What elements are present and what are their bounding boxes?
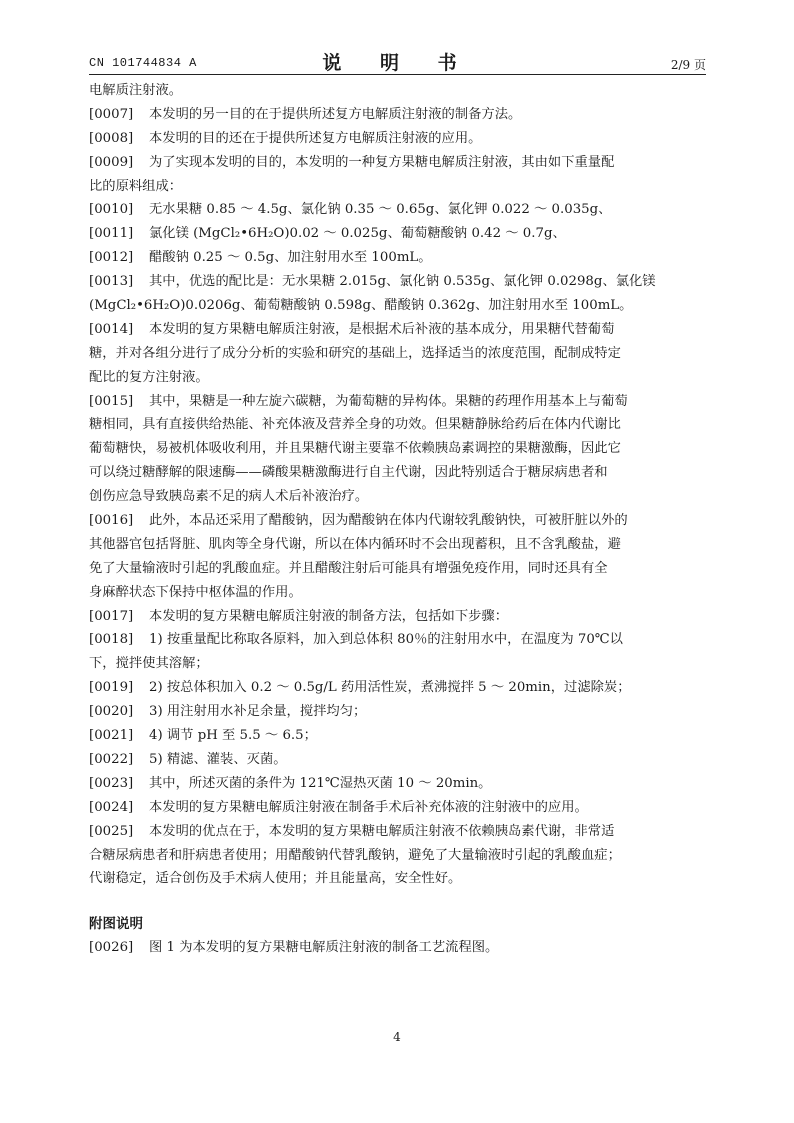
text-line	[89, 533, 706, 557]
paragraph-text: 创伤应急导致胰岛素不足的病人术后补液治疗。	[89, 489, 369, 505]
text-line	[89, 748, 706, 772]
text-line	[89, 270, 706, 294]
paragraph-list	[89, 79, 706, 891]
paragraph-number: [0009]	[89, 154, 134, 170]
paragraph-text: 身麻醉状态下保持中枢体温的作用。	[89, 584, 302, 600]
text-line	[89, 772, 706, 796]
paragraph-text: 本发明的另一目的在于提供所述复方电解质注射液的制备方法。	[149, 106, 522, 122]
text-line	[89, 246, 706, 270]
paragraph-number: [0015]	[89, 393, 134, 409]
text-line	[89, 103, 706, 127]
document-title: 说 明 书	[322, 52, 473, 74]
paragraph-number: [0013]	[89, 274, 134, 290]
paragraph-text: 5) 精滤、灌装、灭菌。	[149, 751, 287, 767]
paragraph-text: 此外，本品还采用了醋酸钠，因为醋酸钠在体内代谢较乳酸钠快，可被肝脏以外的	[149, 513, 628, 529]
paragraph-text: 氯化镁 (MgCl₂•6H₂O)0.02 ～ 0.025g、葡萄糖酸钠 0.42 ～ 0.7g、	[149, 226, 566, 242]
text-line	[89, 318, 706, 342]
paragraph-text: 电解质注射液。	[89, 83, 183, 98]
paragraph-text: 为了实现本发明的目的，本发明的一种复方果糖电解质注射液，其由如下重量配	[149, 154, 615, 170]
paragraph-text: 其中，优选的配比是：无水果糖 2.015g、氯化钠 0.535g、氯化钾 0.0298g、氯化镁	[149, 274, 656, 290]
text-line	[89, 222, 706, 246]
text-line	[89, 175, 706, 199]
paragraph-text: 本发明的复方果糖电解质注射液，是根据术后补液的基本成分，用果糖代替葡萄	[149, 321, 615, 337]
paragraph-number: [0008]	[89, 130, 134, 146]
paragraph-number: [0010]	[89, 202, 134, 218]
paragraph-number: [0020]	[89, 704, 134, 720]
paragraph-number: [0021]	[89, 728, 134, 744]
text-line	[89, 294, 706, 318]
text-line	[89, 79, 706, 103]
text-line	[89, 509, 706, 533]
paragraph-number: [0014]	[89, 321, 134, 337]
paragraph-text: 下，搅拌使其溶解；	[89, 656, 209, 672]
text-line	[89, 724, 706, 748]
text-line	[89, 342, 706, 366]
text-line	[89, 700, 706, 724]
text-line	[89, 652, 706, 676]
paragraph-text: 葡萄糖快，易被机体吸收利用，并且果糖代谢主要靠不依赖胰岛素调控的果糖激酶，因此它	[89, 441, 621, 457]
text-line	[89, 844, 706, 868]
paragraph-text: 4) 调节 pH 至 5.5 ～ 6.5；	[149, 728, 317, 744]
paragraph-number: [0007]	[89, 106, 134, 122]
paragraph-number: [0019]	[89, 680, 134, 696]
text-line	[89, 485, 706, 509]
text-line	[89, 413, 706, 437]
paragraph-text: 其中，果糖是一种左旋六碳糖，为葡萄糖的异构体。果糖的药理作用基本上与葡萄	[149, 393, 628, 409]
paragraph-text: 本发明的复方果糖电解质注射液在制备手术后补充体液的注射液中的应用。	[149, 799, 588, 815]
text-line	[89, 820, 706, 844]
section-heading: 附图说明	[89, 916, 143, 933]
text-line	[89, 127, 706, 151]
paragraph-text: 本发明的复方果糖电解质注射液的制备方法，包括如下步骤：	[149, 608, 509, 624]
text-line	[89, 676, 706, 700]
paragraph-number: [0026]	[89, 940, 134, 956]
paragraph-text: 糖相同，具有直接供给热能、补充体液及营养全身的功效。但果糖静脉给药后在体内代谢比	[89, 417, 621, 433]
paragraph-number: [0018]	[89, 632, 134, 648]
figure-description	[89, 936, 706, 960]
paragraph-text: 其中，所述灭菌的条件为 121℃湿热灭菌 10 ～ 20min。	[149, 775, 492, 791]
paragraph-text: (MgCl₂•6H₂O)0.0206g、葡萄糖酸钠 0.598g、醋酸钠 0.362g、加注射用水至 100mL。	[89, 298, 633, 314]
header-rule	[89, 74, 706, 75]
paragraph-number: [0017]	[89, 608, 134, 624]
paragraph-text: 代谢稳定，适合创伤及手术病人使用；并且能量高，安全性好。	[89, 871, 462, 887]
paragraph-text: 本发明的目的还在于提供所述复方电解质注射液的应用。	[149, 130, 482, 146]
paragraph-text: 2) 按总体积加入 0.2 ～ 0.5g/L 药用活性炭，煮沸搅拌 5 ～ 20min，过滤除炭；	[149, 680, 631, 696]
paragraph-text: 免了大量输液时引起的乳酸血症。并且醋酸注射后可能具有增强免疫作用，同时还具有全	[89, 560, 608, 576]
paragraph-number: [0023]	[89, 775, 134, 791]
text-line	[89, 605, 706, 629]
paragraph-number: [0025]	[89, 823, 134, 839]
paragraph-text: 合糖尿病患者和肝病患者使用；用醋酸钠代替乳酸钠，避免了大量输液时引起的乳酸血症；	[89, 847, 621, 863]
text-line	[89, 390, 706, 414]
paragraph-text: 糖，并对各组分进行了成分分析的实验和研究的基础上，选择适当的浓度范围，配制成特定	[89, 345, 621, 361]
paragraph-text: 配比的复方注射液。	[89, 369, 209, 385]
page-indicator: 2/9 页	[670, 58, 706, 72]
paragraph-text: 1) 按重量配比称取各原料，加入到总体积 80％的注射用水中，在温度为 70℃以	[149, 632, 623, 648]
document-body	[89, 79, 706, 960]
text-line	[89, 366, 706, 390]
text-line	[89, 557, 706, 581]
document-number: CN 101744834 A	[89, 56, 197, 70]
text-line	[89, 198, 706, 222]
paragraph-text: 可以绕过糖酵解的限速酶——磷酸果糖激酶进行自主代谢，因此特别适合于糖尿病患者和	[89, 465, 608, 481]
text-line	[89, 796, 706, 820]
paragraph-text: 醋酸钠 0.25 ～ 0.5g、加注射用水至 100mL。	[149, 250, 432, 266]
paragraph-text: 其他器官包括肾脏、肌肉等全身代谢，所以在体内循环时不会出现蓄积，且不含乳酸盐，避	[89, 536, 621, 552]
paragraph-number: [0022]	[89, 751, 134, 767]
text-line	[89, 461, 706, 485]
paragraph-text: 图 1 为本发明的复方果糖电解质注射液的制备工艺流程图。	[149, 940, 499, 956]
paragraph-text: 本发明的优点在于，本发明的复方果糖电解质注射液不依赖胰岛素代谢，非常适	[149, 823, 615, 839]
paragraph-number: [0011]	[89, 226, 134, 242]
text-line	[89, 437, 706, 461]
paragraph-text: 比的原料组成：	[89, 178, 183, 194]
text-line	[89, 151, 706, 175]
paragraph-text: 无水果糖 0.85 ～ 4.5g、氯化钠 0.35 ～ 0.65g、氯化钾 0.022 ～ 0.035g、	[149, 202, 612, 218]
paragraph-number: [0024]	[89, 799, 134, 815]
page-number: 4	[393, 1030, 401, 1044]
paragraph-text: 3) 用注射用水补足余量，搅拌均匀；	[149, 704, 367, 720]
text-line	[89, 628, 706, 652]
text-line	[89, 581, 706, 605]
paragraph-number: [0012]	[89, 250, 134, 266]
page-header	[89, 48, 706, 74]
text-line	[89, 867, 706, 891]
paragraph-number: [0016]	[89, 513, 134, 529]
